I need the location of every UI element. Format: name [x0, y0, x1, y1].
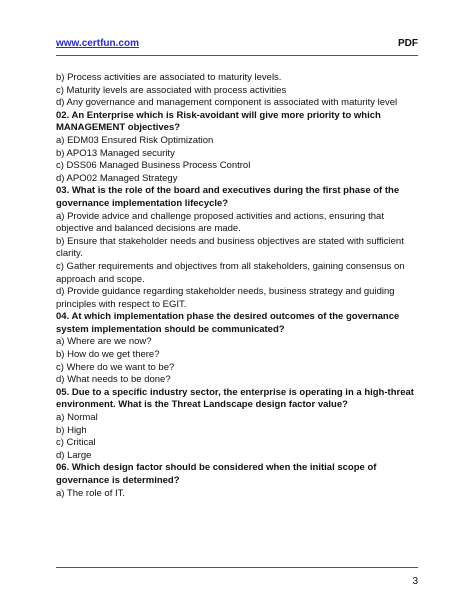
option-line: d) Any governance and management component is associated with maturity level: [56, 97, 398, 109]
question-title-line: governance implementation lifecycle?: [56, 197, 229, 209]
option-line: b) High: [56, 424, 87, 436]
question-title-line: MANAGEMENT objectives?: [56, 122, 181, 134]
option-line: d) What needs to be done?: [56, 374, 171, 386]
question-title-line: 03. What is the role of the board and executives during the first phase of the: [56, 185, 400, 197]
question-title-line: 06. Which design factor should be considered when the initial scope of: [56, 462, 377, 474]
option-line: b) Ensure that stakeholder needs and business objectives are stated with sufficient clarity.: [56, 235, 404, 260]
question-04: [56, 311, 418, 387]
page-number: 3: [412, 576, 418, 587]
option-line: d) APO02 Managed Strategy: [56, 172, 178, 184]
option-line: d) Provide guidance regarding stakeholder needs, business strategy and guiding principles with respect to EGIT.: [56, 286, 395, 310]
footer-divider: [56, 567, 418, 568]
option-line: a) The role of IT.: [56, 487, 125, 499]
question-title-line: governance is determined?: [56, 475, 180, 486]
option-line: b) APO13 Managed security: [56, 147, 175, 159]
pdf-label: PDF: [398, 38, 418, 49]
question-title-line: 02. An Enterprise which is Risk-avoidant will give more priority to which: [56, 109, 381, 121]
option-line: c) Critical: [56, 437, 96, 449]
header-divider: [56, 55, 418, 56]
question-title-line: 04. At which implementation phase the desired outcomes of the governance: [56, 311, 400, 323]
option-line: a) Where are we now?: [56, 336, 152, 348]
option-line: c) Gather requirements and objectives from all stakeholders, gaining consensus on approach and scope.: [56, 260, 405, 285]
option-line: c) Maturity levels are associated with process activities: [56, 84, 287, 96]
question-03: [56, 185, 418, 311]
option-line: c) DSS06 Managed Business Process Control: [56, 160, 251, 172]
question-05: [56, 387, 418, 463]
question-title: [56, 110, 418, 135]
question-title: [56, 462, 418, 487]
carryover-options: [56, 72, 418, 110]
question-06: [56, 462, 418, 500]
option-line: b) Process activities are associated to maturity levels.: [56, 72, 282, 83]
option-line: a) Provide advice and challenge proposed activities and actions, ensuring that objective and balanced decisions are made.: [56, 210, 384, 235]
option-line: d) Large: [56, 449, 92, 461]
page-header: [56, 38, 418, 54]
option-line: a) Normal: [56, 412, 98, 424]
option-line: b) How do we get there?: [56, 349, 160, 361]
question-title-line: system implementation should be communicated?: [56, 323, 285, 335]
option-line: c) Where do we want to be?: [56, 361, 175, 373]
question-title: [56, 311, 418, 336]
site-link[interactable]: www.certfun.com: [56, 38, 139, 49]
document-body: [56, 72, 418, 500]
question-title-line: 05. Due to a specific industry sector, the enterprise is operating in a high-threat: [56, 386, 414, 398]
question-title-line: environment. What is the Threat Landscape design factor value?: [56, 399, 348, 411]
question-title: [56, 387, 418, 412]
question-02: [56, 110, 418, 186]
question-title: [56, 185, 418, 210]
option-line: a) EDM03 Ensured Risk Optimization: [56, 134, 214, 146]
